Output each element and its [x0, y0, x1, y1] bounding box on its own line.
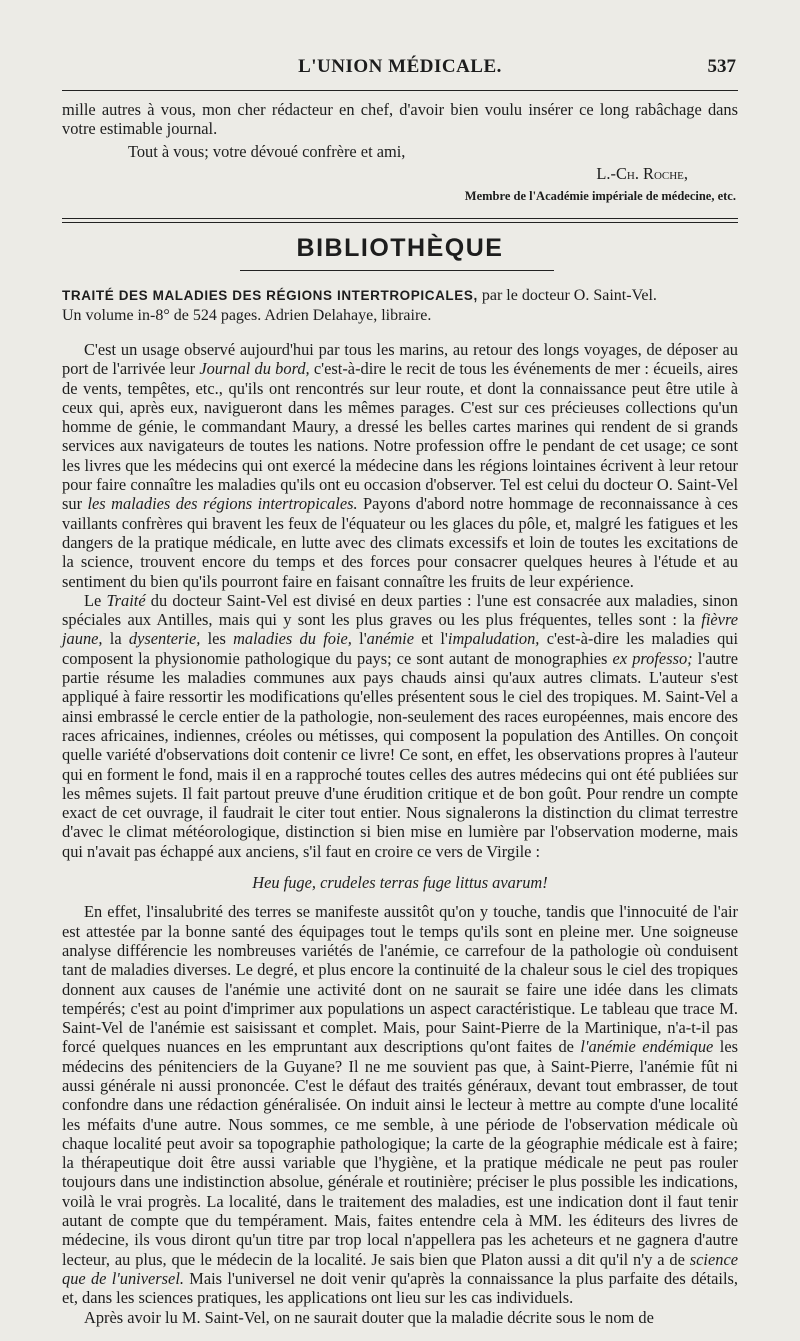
book-reference	[62, 286, 738, 326]
page-number: 537	[707, 56, 736, 77]
journal-title: L'UNION MÉDICALE.	[298, 56, 502, 77]
book-title-caps: TRAITÉ DES MALADIES DES RÉGIONS INTERTROPICALES,	[62, 288, 478, 303]
signature-affiliation: Membre de l'Académie impériale de médecine, etc.	[464, 189, 736, 204]
letter-signature	[62, 164, 738, 183]
header-rule	[62, 90, 738, 91]
section-rule-top	[62, 218, 738, 219]
book-publication: Un volume in-8° de 524 pages. Adrien Delahaye, libraire.	[62, 307, 432, 324]
heading-underline	[240, 270, 554, 271]
letter-closing	[62, 100, 738, 206]
section-heading: BIBLIOTHÈQUE	[296, 234, 504, 262]
book-title	[62, 286, 738, 306]
review-paragraph-4: Après avoir lu M. Saint-Vel, on ne saurait douter que la maladie décrite sous le nom de	[84, 1307, 654, 1327]
letter-greeting: Tout à vous; votre dévoué confrère et ami,	[128, 141, 406, 161]
running-head	[62, 52, 738, 82]
review-paragraph-3: En effet, l'insalubrité des terres se manifeste aussitôt qu'on y touche, tandis que l'innocuité de l'air est attestée par la bonne santé des équipages tout le temps qu'ils sont en pleine mer. Une soigneuse analyse différencie les nombreuses variétés de l'anémie, ce carrefour de la pathologie où conduisent tant de maladies diverses. Le degré, et plus encore la continuité de la chaleur sous le ciel des tropiques donnent aux causes de l'anémie une activité dont on ne saurait se faire une idée dans les climats tempérés; c'est au point d'imprimer aux populations un aspect caractéristique. Le tableau que trace M. Saint-Vel de l'anémie est saisissant et complet. Mais, pour Saint-Pierre de la Martinique, n'a-t-il pas forcé quelques nuances en les empruntant aux descriptions qu'ont faites de l'anémie endémique les médecins des pénitenciers de la Guyane? Il ne me souvient pas que, à Saint-Pierre, l'anémie fût ni aussi générale ni aussi prononcée. C'est le défaut des traités généraux, devant tout embrasser, de tout confondre dans une rédaction généralisée. On induit ainsi le lecteur à mettre au compte d'une localité les méfaits d'une autre. Nous sommes, ce me semble, à une période de l'observation médicale où chaque localité peut avoir sa topographie pathologique; la carte de la géographie médicale est à faire; la thérapeutique doit être aussi variable que l'hygiène, et la pratique médicale ne peut pas rouler toujours dans une indistinction absolue, générale et routinière; préciser le plus possible les indications, voilà le vrai progrès. La localité, dans le traitement des maladies, est une indication dont il faut tenir autant de compte que du tempérament. Mais, faites entendre cela à MM. les éditeurs des livres de médecine, ils vous diront qu'un titre par trop local n'appellera pas les acheteurs et ne gagnera d'autre lecteur, au plus, que le médecin de la localité. Je sais bien que Platon aussi a dit qu'il n'y a de science que de l'universel. Mais l'universel ne doit venir qu'après la connaissance la plus parfaite des détails, et, dans les sciences pratiques, les applications ont lieu sur les cas individuels.	[62, 902, 738, 1308]
book-author: par le docteur O. Saint-Vel.	[477, 287, 657, 304]
review-body	[62, 340, 738, 1327]
section-rule-bottom	[62, 222, 738, 223]
review-paragraph-1: C'est un usage observé aujourd'hui par tous les marins, au retour des longs voyages, de déposer au port de l'arrivée leur Journal du bord, c'est-à-dire le recit de tous les événements de mer : écueils, aires de vents, tempêtes, etc., qu'ils ont rencontrés sur leur route, et dont la connaissance peut être utile à ceux qui, après eux, navigueront dans les mêmes parages. C'est sur ces précieuses collections qu'un homme de génie, le commandant Maury, a dressé les belles cartes marines qui rendent de si grands services aux navigateurs de toutes les nations. Notre profession offre le pendant de cet usage; ce sont les livres que les médecins qui ont exercé la médecine dans les régions lointaines écrivent à leur retour pour faire connaître les maladies qu'ils ont eu occasion d'observer. Tel est celui du docteur O. Saint-Vel sur les maladies des régions intertropicales. Payons d'abord notre hommage de reconnaissance à ces vaillants confrères qui bravent les feux de l'équateur ou les glaces du pôle, et, malgré les fatigues et les dangers de la pratique médicale, en lutte avec des climats excessifs et loin de toutes les excitations de la science, trouvent encore du temps et des forces pour consacrer quelques heures à l'étude et au sentiment du bien qu'ils pourront faire en faisant connaître les fruits de leur expérience.	[62, 340, 739, 591]
letter-closing-paragraph: mille autres à vous, mon cher rédacteur en chef, d'avoir bien voulu insérer ce long rabâchage dans votre estimable journal.	[62, 100, 738, 139]
virgil-verse: Heu fuge, crudeles terras fuge littus avarum!	[252, 873, 548, 893]
signature-name: L.-Ch. Roche,	[596, 163, 688, 183]
review-paragraph-2: Le Traité du docteur Saint-Vel est divisé en deux parties : l'une est consacrée aux maladies, sinon spéciales aux Antilles, mais qui y sont les plus graves ou les plus fréquentes, telles sont : la fièvre jaune, la dysenterie, les maladies du foie, l'anémie et l'impaludation, c'est-à-dire les maladies qui composent la physionomie pathologique du pays; ce sont autant de monographies ex professo; l'autre partie résume les maladies communes aux pays chauds ainsi qu'aux autres climats. L'auteur s'est appliqué à faire ressortir les modifications qu'elles présentent sous le ciel des tropiques. M. Saint-Vel a ainsi embrassé le cercle entier de la pathologie, non-seulement des races européennes, mais encore des races africaines, indiennes, créoles ou métisses, qui composent la population des Antilles. On conçoit quelle variété d'observations doit contenir ce livre! Ce sont, en effet, les observations propres à l'auteur qui en forment le fond, mais il en a rapproché toutes celles des autres médecins qui ont été publiées sur les mêmes sujets. Il fait partout preuve d'une érudition critique et de bon goût. Pour rendre un compte exact de cet ouvrage, il faudrait le citer tout entier. Nous signalerons la distinction du climat terrestre d'avec le climat météorologique, distinction si bien mise en lumière par l'observation moderne, mais qui n'avait pas échappé aux anciens, s'il faut en croire ce vers de Virgile :	[62, 590, 739, 861]
